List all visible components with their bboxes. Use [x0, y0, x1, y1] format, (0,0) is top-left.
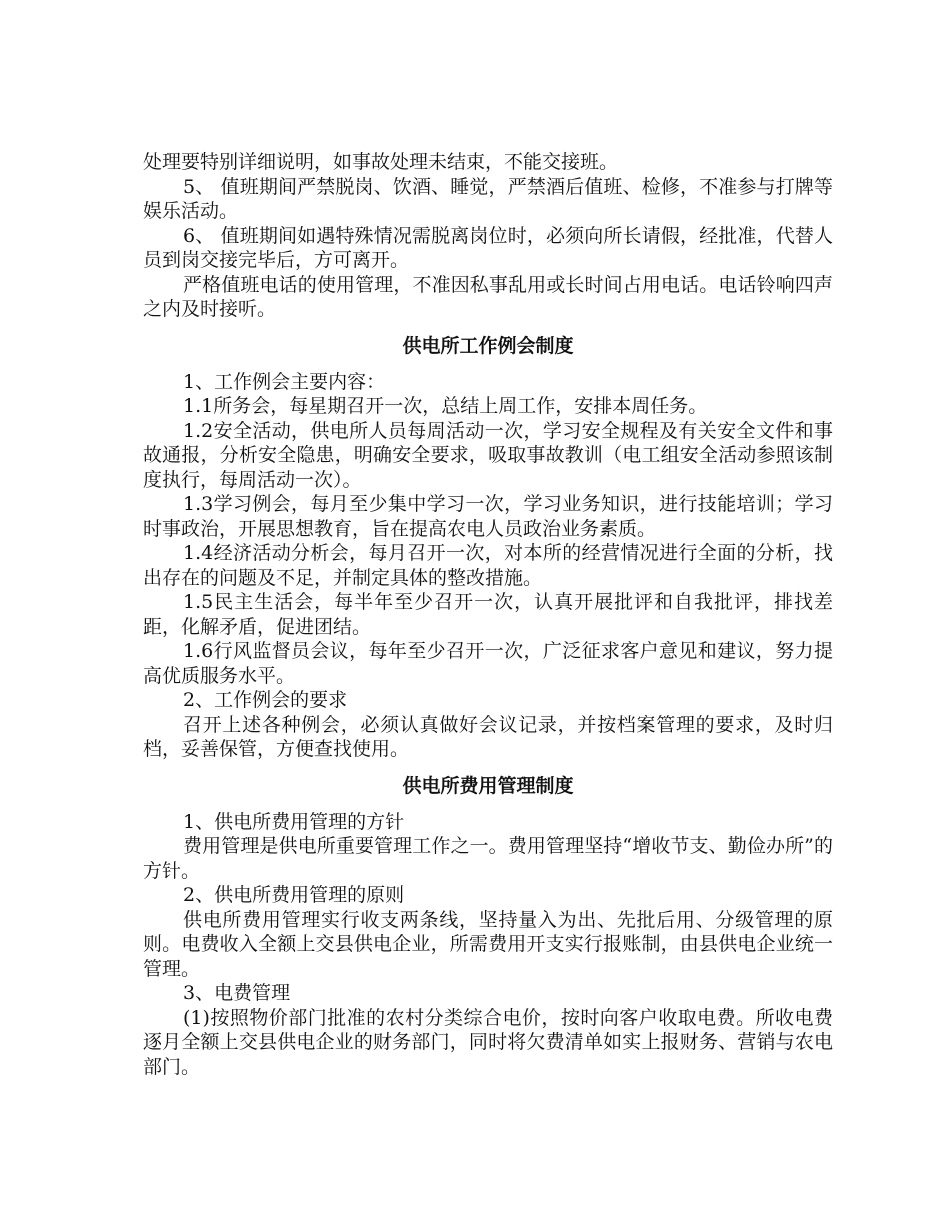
paragraph: (1)按照物价部门批准的农村分类综合电价，按时向客户收取电费。所收电费逐月全额上交县供电企业的财务部门，同时将欠费清单如实上报财务、营销与农电部门。	[143, 1006, 833, 1078]
paragraph: 费用管理是供电所重要管理工作之一。费用管理坚持“增收节支、勤俭办所”的方针。	[143, 835, 833, 882]
paragraph: 供电所费用管理实行收支两条线，坚持量入为出、先批后用、分级管理的原则。电费收入全额上交县供电企业，所需费用开支实行报账制，由县供电企业统一管理。	[143, 908, 833, 980]
paragraph: 1.2安全活动，供电所人员每周活动一次，学习安全规程及有关安全文件和事故通报，分析安全隐患，明确安全要求，吸取事故教训（电工组安全活动参照该制度执行，每周活动一次）。	[143, 419, 833, 491]
paragraph: 1、工作例会主要内容：	[183, 370, 386, 393]
paragraph: 1.6行风监督员会议，每年至少召开一次，广泛征求客户意见和建议，努力提高优质服务水平。	[143, 640, 833, 687]
paragraph: 严格值班电话的使用管理，不准因私事乱用或长时间占用电话。电话铃响四声之内及时接听。	[143, 273, 833, 320]
paragraph: 2、供电所费用管理的原则	[183, 884, 405, 906]
paragraph: 1.4经济活动分析会，每月召开一次，对本所的经营情况进行全面的分析，找出存在的问题及不足，并制定具体的整改措施。	[143, 542, 833, 589]
paragraph: 召开上述各种例会，必须认真做好会议记录，并按档案管理的要求，及时归档，妥善保管，方便查找使用。	[143, 713, 833, 760]
paragraph: 5、 值班期间严禁脱岗、饮酒、睡觉，严禁酒后值班、检修，不准参与打牌等娱乐活动。	[143, 175, 833, 222]
paragraph: 1.1所务会，每星期召开一次，总结上周工作，安排本周任务。	[183, 395, 708, 417]
paragraph: 1.5民主生活会，每半年至少召开一次，认真开展批评和自我批评，排找差距，化解矛盾，促进团结。	[143, 591, 833, 638]
document-page	[143, 150, 833, 1079]
paragraph: 6、 值班期间如遇特殊情况需脱离岗位时，必须向所长请假，经批准，代替人员到岗交接完毕后，方可离开。	[143, 224, 833, 271]
section-title-meeting-system: 供电所工作例会制度	[402, 334, 574, 357]
paragraph: 3、电费管理	[183, 982, 291, 1004]
section-title-expense-management: 供电所费用管理制度	[402, 774, 574, 797]
paragraph: 2、工作例会的要求	[183, 689, 348, 711]
paragraph: 1、供电所费用管理的方针	[183, 810, 405, 833]
paragraph: 处理要特别详细说明，如事故处理未结束，不能交接班。	[143, 151, 619, 173]
paragraph: 1.3学习例会，每月至少集中学习一次，学习业务知识，进行技能培训；学习时事政治，开展思想教育，旨在提高农电人员政治业务素质。	[143, 493, 833, 540]
